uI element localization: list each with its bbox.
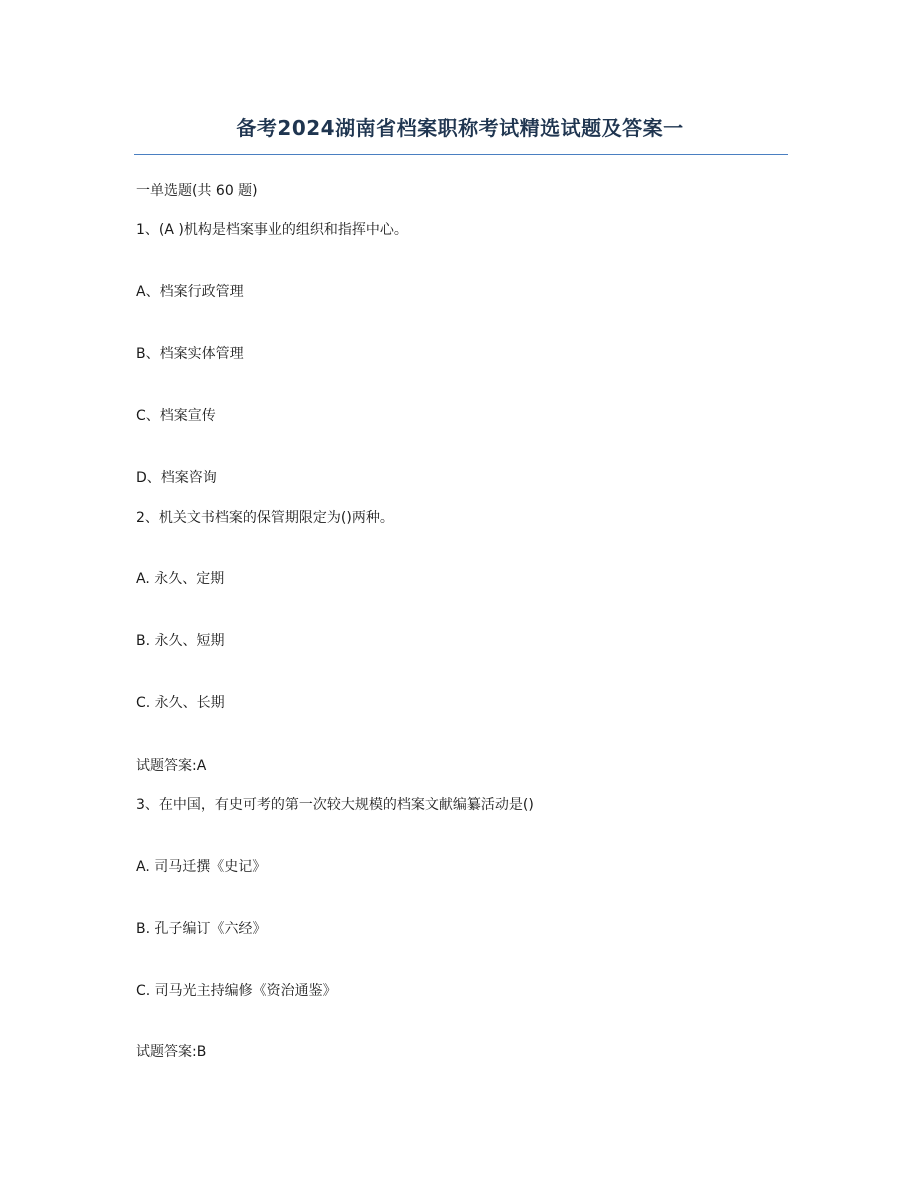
option-a: A. 司马迁撰《史记》 — [136, 859, 267, 875]
option-c: C. 永久、长期 — [136, 695, 225, 711]
option-a: A、档案行政管理 — [136, 284, 244, 300]
option-c: C. 司马光主持编修《资治通鉴》 — [136, 983, 337, 999]
option-b: B. 永久、短期 — [136, 633, 225, 649]
answer-line: 试题答案:B — [136, 1044, 207, 1060]
title-divider — [134, 154, 788, 155]
answer-line: 试题答案:A — [136, 758, 207, 774]
section-heading: 一单选题(共 60 题) — [136, 183, 258, 199]
question-stem: 1、(A )机构是档案事业的组织和指挥中心。 — [136, 222, 408, 238]
option-b: B、档案实体管理 — [136, 346, 244, 362]
option-c: C、档案宣传 — [136, 408, 216, 424]
question-stem: 2、机关文书档案的保管期限定为()两种。 — [136, 510, 394, 526]
option-a: A. 永久、定期 — [136, 571, 225, 587]
option-b: B. 孔子编订《六经》 — [136, 921, 267, 937]
question-stem: 3、在中国，有史可考的第一次较大规模的档案文献编纂活动是() — [136, 797, 534, 813]
document-title: 备考2024湖南省档案职称考试精选试题及答案一 — [236, 116, 684, 140]
option-d: D、档案咨询 — [136, 470, 217, 486]
